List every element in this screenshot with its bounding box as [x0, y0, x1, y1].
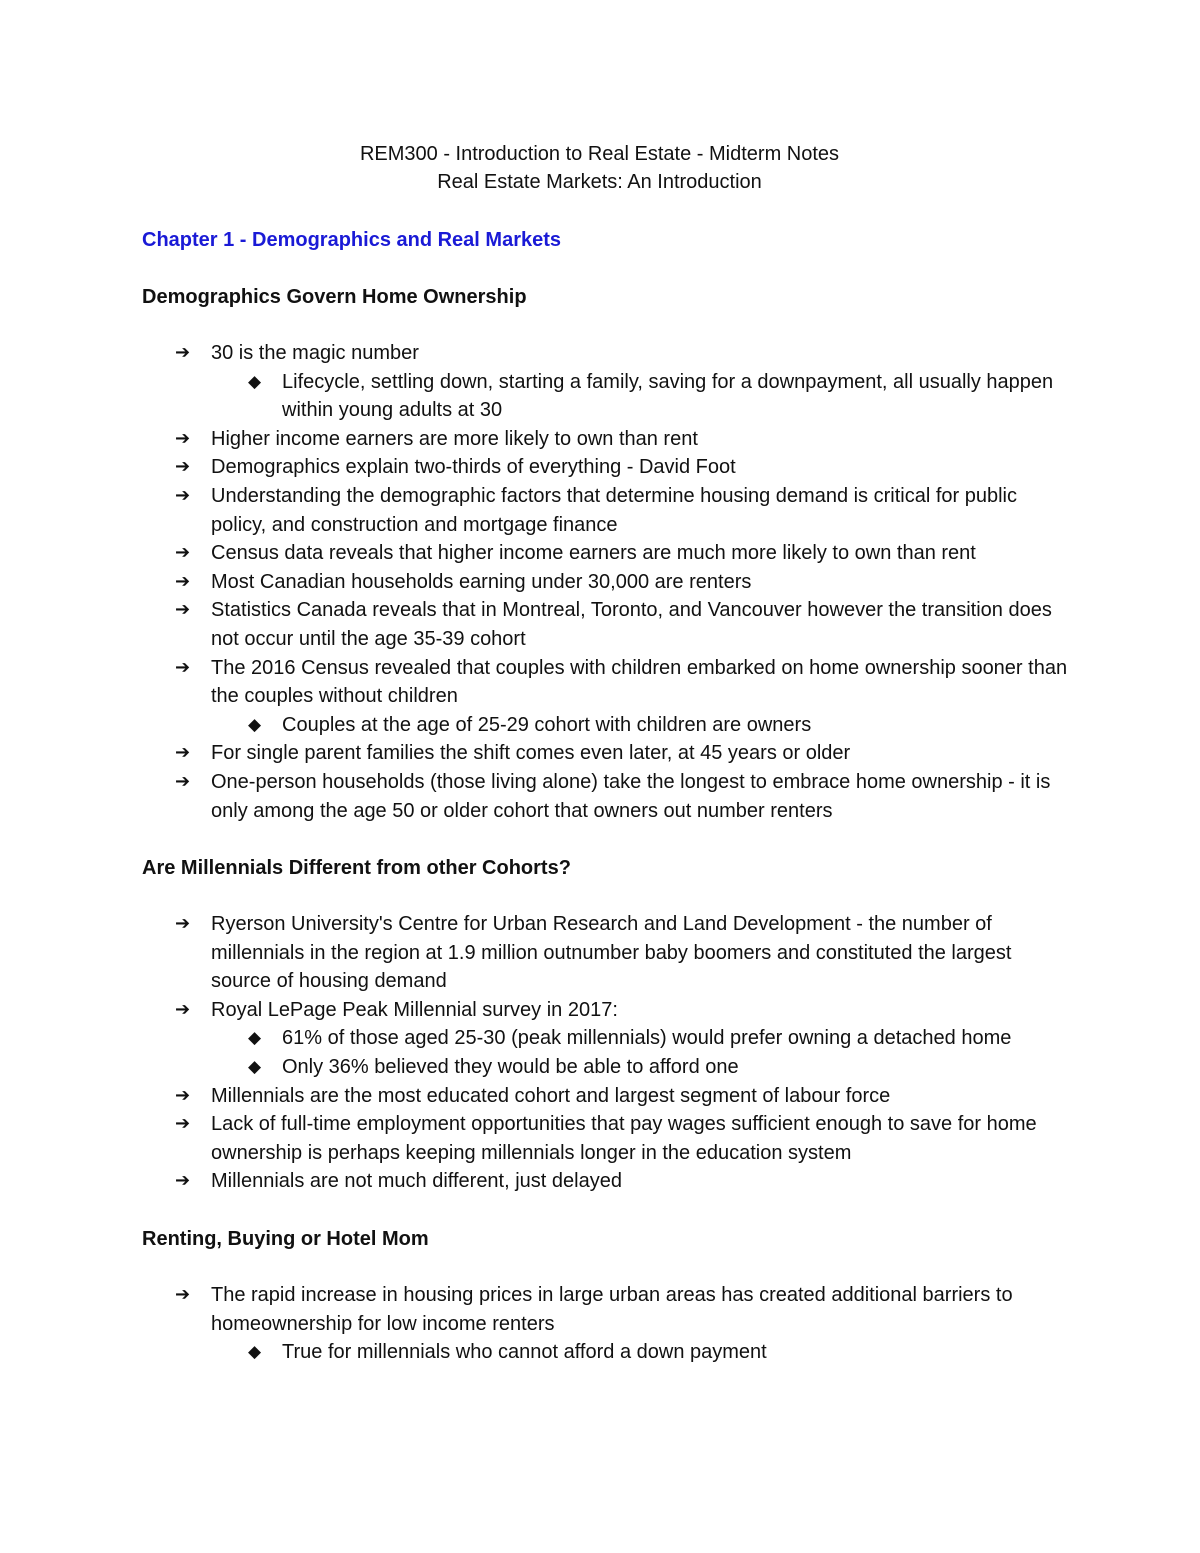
- arrow-bullet-icon: ➔: [175, 913, 191, 935]
- arrow-bullet-icon: ➔: [175, 1084, 191, 1106]
- list-item: [142, 1024, 1072, 1053]
- list-item: [142, 1110, 1072, 1167]
- list-item-text: The rapid increase in housing prices in large urban areas has created additional barriers to homeownership for low income renters: [211, 1284, 1013, 1335]
- arrow-bullet-icon: ➔: [175, 342, 191, 363]
- diamond-bullet-icon: ◆: [248, 1028, 262, 1049]
- arrow-bullet-icon: ➔: [175, 742, 191, 764]
- chapter-heading: Chapter 1 - Demographics and Real Markets: [142, 229, 562, 251]
- diamond-bullet-icon: ◆: [248, 1057, 262, 1078]
- arrow-bullet-icon: ➔: [175, 770, 191, 792]
- list-item: [142, 1082, 1072, 1111]
- arrow-bullet-icon: ➔: [175, 484, 191, 506]
- list-item: [142, 910, 1072, 996]
- arrow-bullet-icon: ➔: [175, 998, 191, 1020]
- section-heading: Are Millennials Different from other Cohorts?: [142, 857, 571, 880]
- list-item-text: The 2016 Census revealed that couples with children embarked on home ownership sooner than the couples without children: [211, 656, 1068, 708]
- arrow-bullet-icon: ➔: [175, 456, 191, 478]
- list-item: [142, 1281, 1072, 1338]
- list-item: [142, 339, 1072, 368]
- arrow-bullet-icon: ➔: [175, 542, 191, 564]
- list-item: [142, 711, 1072, 740]
- list-item-text: Most Canadian households earning under 30,000 are renters: [211, 570, 752, 593]
- list-item: [142, 1167, 1072, 1196]
- list-item-text: Higher income earners are more likely to own than rent: [211, 427, 698, 450]
- arrow-bullet-icon: ➔: [175, 427, 191, 449]
- list-item: [142, 368, 1072, 425]
- list-item-text: Royal LePage Peak Millennial survey in 2017:: [211, 998, 618, 1021]
- list-item: [142, 482, 1072, 539]
- document-subtitle: Real Estate Markets: An Introduction: [437, 171, 762, 193]
- list-item-text: True for millennials who cannot afford a down payment: [282, 1341, 767, 1364]
- list-item-text: Lifecycle, settling down, starting a family, saving for a downpayment, all usually happen within young adults at 30: [282, 370, 1054, 422]
- section-heading: Demographics Govern Home Ownership: [142, 286, 527, 308]
- list-item-text: Lack of full-time employment opportunities that pay wages sufficient enough to save for home ownership is perhaps keeping millennials longer in the education system: [211, 1113, 1037, 1164]
- list-item-text: One-person households (those living alone) take the longest to embrace home ownership - it is only among the age 50 or older cohort that owners out number renters: [211, 770, 1051, 822]
- arrow-bullet-icon: ➔: [175, 656, 191, 678]
- document-page: [142, 140, 1072, 1367]
- arrow-bullet-icon: ➔: [175, 1170, 191, 1192]
- list-item: [142, 568, 1072, 597]
- bullet-list: [142, 910, 1072, 1196]
- list-item: [142, 539, 1072, 568]
- list-item-text: Only 36% believed they would be able to afford one: [282, 1056, 739, 1079]
- list-item: [142, 1053, 1072, 1082]
- arrow-bullet-icon: ➔: [175, 570, 191, 592]
- list-item: [142, 996, 1072, 1025]
- arrow-bullet-icon: ➔: [175, 599, 191, 621]
- list-item: [142, 1338, 1072, 1367]
- list-item-text: Millennials are the most educated cohort and largest segment of labour force: [211, 1084, 891, 1107]
- arrow-bullet-icon: ➔: [175, 1113, 191, 1135]
- list-item-text: 30 is the magic number: [211, 342, 419, 364]
- list-item: [142, 453, 1072, 482]
- list-item: [142, 654, 1072, 711]
- list-item-text: For single parent families the shift comes even later, at 45 years or older: [211, 742, 851, 765]
- document-title: REM300 - Introduction to Real Estate - Midterm Notes: [359, 143, 840, 165]
- list-item-text: Understanding the demographic factors that determine housing demand is critical for public policy, and construction and mortgage finance: [211, 484, 1017, 536]
- diamond-bullet-icon: ◆: [248, 1342, 262, 1363]
- arrow-bullet-icon: ➔: [175, 1284, 191, 1306]
- diamond-bullet-icon: ◆: [248, 714, 262, 735]
- list-item-text: Ryerson University's Centre for Urban Research and Land Development - the number of millennials in the region at 1.9 million outnumber baby boomers and constituted the largest source of housing demand: [211, 913, 1012, 993]
- list-item-text: 61% of those aged 25-30 (peak millennials) would prefer owning a detached home: [282, 1027, 1012, 1050]
- list-item-text: Census data reveals that higher income earners are much more likely to own than rent: [211, 542, 976, 565]
- list-item: [142, 739, 1072, 768]
- list-item: [142, 768, 1072, 825]
- diamond-bullet-icon: ◆: [248, 371, 262, 392]
- list-item: [142, 425, 1072, 454]
- bullet-list: [142, 1281, 1072, 1367]
- list-item-text: Couples at the age of 25-29 cohort with children are owners: [282, 713, 812, 736]
- section-heading: Renting, Buying or Hotel Mom: [142, 1228, 429, 1251]
- document-header: [142, 140, 1057, 196]
- list-item-text: Demographics explain two-thirds of everything - David Foot: [211, 456, 736, 479]
- list-item-text: Statistics Canada reveals that in Montreal, Toronto, and Vancouver however the transition does not occur until the age 35-39 cohort: [211, 599, 1052, 650]
- list-item: [142, 596, 1072, 653]
- list-item-text: Millennials are not much different, just delayed: [211, 1170, 622, 1193]
- bullet-list: [142, 339, 1072, 825]
